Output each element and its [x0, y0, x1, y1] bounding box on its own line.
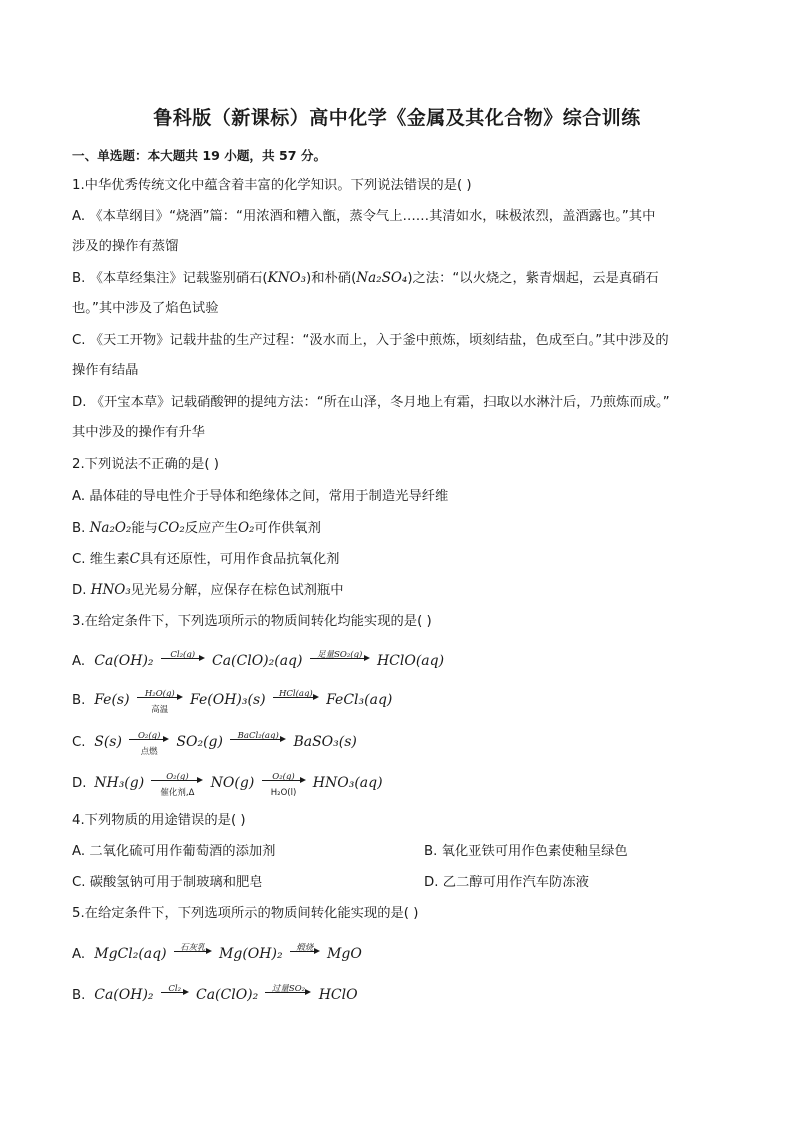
formula-kno3: KNO₃ — [267, 270, 307, 286]
reagent: O₂(g) — [272, 772, 295, 782]
q1-option-a-line2: 涉及的操作有蒸馏 — [72, 239, 179, 254]
q5-option-b — [72, 982, 358, 1008]
q1-option-c-line2: 操作有结晶 — [72, 363, 139, 378]
q3-option-c — [72, 729, 357, 755]
species: S(s) — [94, 734, 122, 750]
formula-na2so4: Na₂SO₄ — [356, 270, 408, 286]
q2-option-a: A. 晶体硅的导电性介于导体和绝缘体之间，常用于制造光导纤维 — [72, 489, 449, 504]
reagent: O₂(g) — [137, 731, 161, 741]
q2-d-text: 见光易分解，应保存在棕色试剂瓶中 — [130, 583, 344, 598]
condition: 点燃 — [140, 747, 158, 757]
formula-o2: O₂ — [237, 520, 255, 536]
reaction-arrow-icon — [265, 980, 311, 1006]
reagent: BaCl₂(aq) — [237, 731, 279, 741]
q1-b-text-1: B. 《本草经集注》记载鉴别硝石( — [72, 271, 268, 286]
condition: H₂O(l) — [270, 788, 297, 798]
q1-stem: 1.中华优秀传统文化中蕴含着丰富的化学知识。下列说法错误的是( ) — [72, 178, 472, 193]
q2-b-text-1: 能与 — [131, 521, 158, 536]
reaction-arrow-icon — [230, 727, 286, 753]
q1-b-text-2: )和朴硝( — [306, 271, 357, 286]
reaction-arrow-icon — [161, 646, 205, 672]
q2-option-c — [72, 550, 339, 569]
page-title: 鲁科版（新课标）高中化学《金属及其化合物》综合训练 — [153, 107, 641, 129]
q2-option-d — [72, 581, 344, 600]
q1-option-d-line1: D. 《开宝本草》记载硝酸钾的提纯方法：“所在山泽，冬月地上有霜，扫取以水淋汁后，乃煎炼而成。” — [72, 395, 670, 410]
species: MgO — [327, 946, 362, 962]
species: HNO₃(aq) — [312, 775, 383, 791]
condition: 催化剂,Δ — [160, 788, 195, 798]
species: MgCl₂(aq) — [94, 946, 167, 962]
species: NO(g) — [210, 775, 255, 791]
species: SO₂(g) — [176, 734, 223, 750]
q2-d-prefix: D. — [72, 583, 91, 598]
formula-co2: CO₂ — [157, 520, 185, 536]
species: HClO(aq) — [376, 653, 445, 669]
q2-b-text-3: 可作供氧剂 — [254, 521, 321, 536]
q4-options-row1 — [72, 843, 628, 861]
condition: 高温 — [151, 705, 169, 715]
reaction-arrow-icon — [262, 768, 306, 798]
q3-stem: 3.在给定条件下，下列选项所示的物质间转化均能实现的是( ) — [72, 614, 432, 629]
reaction-arrow-icon — [290, 939, 320, 965]
q1-option-c-line1: C. 《天工开物》记载井盐的生产过程：“汲水而上，入于釜中煎炼，顷刻结盐，色成至白。”其中涉及的 — [72, 333, 669, 348]
reagent: 石灰乳 — [180, 943, 206, 953]
reagent: O₂(g) — [166, 772, 189, 782]
q2-b-text-2: 反应产生 — [184, 521, 238, 536]
reaction-arrow-icon — [161, 980, 189, 1006]
reagent: H₂O(g) — [144, 689, 175, 699]
formula-na2o2: Na₂O₂ — [89, 520, 132, 536]
q1-option-b-line1 — [72, 269, 659, 288]
q3-option-b — [72, 687, 392, 713]
reagent: 足量SO₂(g) — [317, 650, 363, 660]
species: Fe(OH)₃(s) — [190, 692, 266, 708]
option-label: A. — [72, 947, 86, 962]
q1-b-text-3: )之法：“以火烧之，紫青烟起，云是真硝石 — [407, 271, 659, 286]
species: NH₃(g) — [94, 775, 145, 791]
q4-stem: 4.下列物质的用途错误的是( ) — [72, 813, 246, 828]
q3-option-a — [72, 648, 444, 674]
q4-option-a: A. 二氧化硫可用作葡萄酒的添加剂 — [72, 844, 276, 859]
option-label: A. — [72, 654, 86, 669]
q1-option-a-line1: A. 《本草纲目》“烧酒”篇：“用浓酒和糟入甑，蒸令气上……其清如水，味极浓烈，盖酒露也。”其中 — [72, 209, 656, 224]
q2-option-b — [72, 519, 321, 538]
reaction-arrow-icon — [137, 685, 183, 715]
q2-c-text: 具有还原性，可用作食品抗氧化剂 — [139, 552, 340, 567]
species: HClO — [318, 987, 358, 1003]
formula-c: C — [129, 551, 140, 567]
species: Fe(s) — [94, 692, 130, 708]
reagent: Cl₂ — [168, 984, 182, 994]
section-heading: 一、单选题：本大题共 19 小题，共 57 分。 — [72, 148, 327, 163]
reaction-arrow-icon — [151, 768, 203, 798]
q3-option-d — [72, 770, 383, 796]
reagent: Cl₂(g) — [170, 650, 196, 660]
formula-hno3: HNO₃ — [90, 582, 131, 598]
species: Ca(OH)₂ — [94, 987, 154, 1003]
species: Mg(OH)₂ — [219, 946, 283, 962]
reaction-arrow-icon — [273, 685, 319, 711]
q4-option-c: C. 碳酸氢钠可用于制玻璃和肥皂 — [72, 875, 263, 890]
option-label: B. — [72, 988, 86, 1003]
species: Ca(ClO)₂ — [195, 987, 259, 1003]
species: FeCl₃(aq) — [326, 692, 393, 708]
q2-c-prefix: C. 维生素 — [72, 552, 130, 567]
q4-option-d: D. 乙二醇可用作汽车防冻液 — [424, 875, 589, 890]
q5-option-a — [72, 941, 362, 967]
species: Ca(OH)₂ — [94, 653, 154, 669]
species: BaSO₃(s) — [293, 734, 357, 750]
q2-b-prefix: B. — [72, 521, 90, 536]
q4-options-row2 — [72, 874, 589, 892]
q1-option-d-line2: 其中涉及的操作有升华 — [72, 425, 205, 440]
reagent: 过量SO₂ — [271, 984, 306, 994]
species: Ca(ClO)₂(aq) — [211, 653, 303, 669]
option-label: C. — [72, 735, 86, 750]
reagent: 煅烧 — [296, 943, 314, 953]
reaction-arrow-icon — [174, 939, 212, 965]
reaction-arrow-icon — [310, 646, 370, 672]
q2-stem: 2.下列说法不正确的是( ) — [72, 457, 219, 472]
reaction-arrow-icon — [129, 727, 169, 757]
q1-option-b-line2: 也。”其中涉及了焰色试验 — [72, 301, 219, 316]
option-label: B. — [72, 693, 86, 708]
q5-stem: 5.在给定条件下，下列选项所示的物质间转化能实现的是( ) — [72, 906, 419, 921]
reagent: HCl(aq) — [278, 689, 313, 699]
option-label: D. — [72, 776, 87, 791]
q4-option-b: B. 氧化亚铁可用作色素使釉呈绿色 — [424, 844, 628, 859]
